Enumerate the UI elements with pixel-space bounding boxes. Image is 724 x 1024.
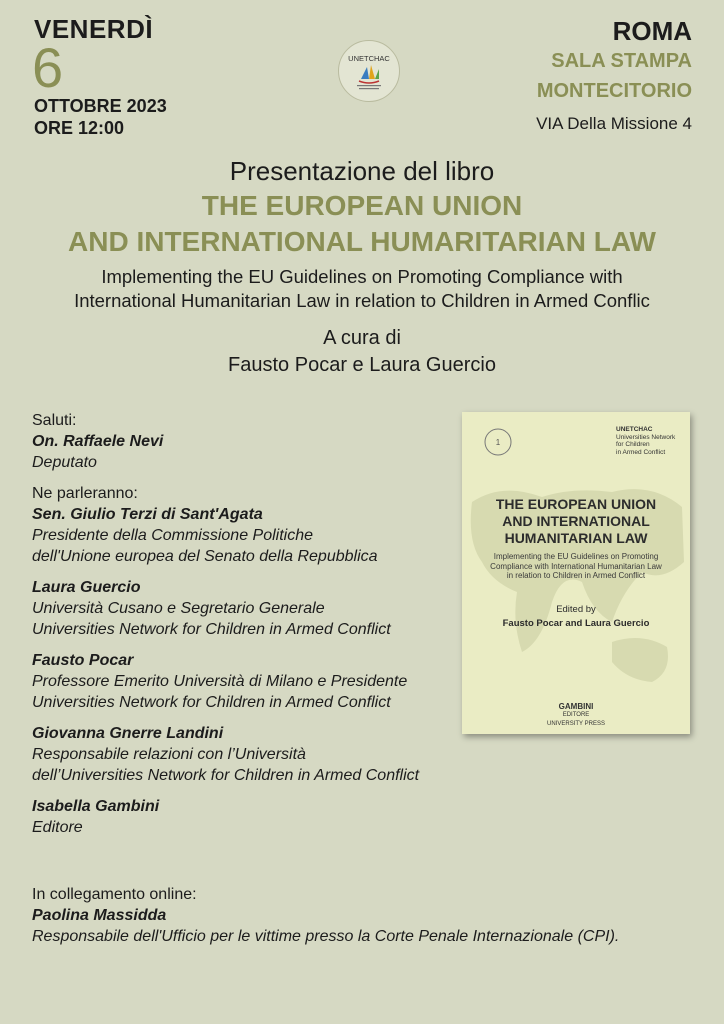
program-list: [32, 410, 462, 838]
book-title-line-1: THE EUROPEAN UNION: [201, 190, 523, 221]
greeting-role: Deputato: [32, 454, 97, 471]
logo-text: UNETCHAC: [348, 54, 390, 63]
online-name: Paolina Massidda: [32, 907, 167, 924]
venue-line-1: SALA STAMPA: [551, 50, 692, 72]
speaker-role: Editore: [32, 819, 83, 836]
greeting-name: On. Raffaele Nevi: [32, 433, 164, 450]
online-role: Responsabile dell'Ufficio per le vittime presso la Corte Penale Internazionale (CPI).: [32, 928, 620, 945]
speaker-role: Universities Network for Children in Armed Conflict: [32, 621, 391, 638]
cover-title: THE EUROPEAN UNION AND INTERNATIONAL HUMANITARIAN LAW: [495, 496, 657, 546]
presentation-intro: Presentazione del libro: [229, 156, 495, 186]
curated-label: A cura di: [323, 327, 401, 349]
unetchac-logo: [338, 40, 400, 102]
speaker-name: Laura Guercio: [32, 579, 141, 596]
day-number: 6: [32, 36, 64, 99]
book-cover: [462, 412, 690, 734]
speakers-label: Ne parleranno:: [32, 485, 138, 502]
speaker-name: Fausto Pocar: [32, 652, 134, 669]
editors: Fausto Pocar e Laura Guercio: [228, 354, 496, 376]
speaker-name: Sen. Giulio Terzi di Sant'Agata: [32, 506, 263, 523]
online-section: [32, 884, 712, 947]
speaker-role: dell'Unione europea del Senato della Repubblica: [32, 548, 378, 565]
speaker-name: Isabella Gambini: [32, 798, 160, 815]
cover-publisher: GAMBINI EDITORE UNIVERSITY PRESS: [547, 702, 605, 727]
month-year: OTTOBRE 2023: [34, 96, 167, 116]
online-label: In collegamento online:: [32, 886, 197, 903]
speaker-name: Giovanna Gnerre Landini: [32, 725, 224, 742]
speaker-role: Responsabile relazioni con l’Università: [32, 746, 306, 763]
greetings-label: Saluti:: [32, 412, 77, 429]
svg-text:1: 1: [495, 438, 501, 447]
cover-subtitle: Implementing the EU Guidelines on Promoting Compliance with International Humanitarian Law in relation to Children in Armed Conflict: [490, 552, 662, 580]
cover-org: UNETCHAC Universities Network for Children in Armed Conflict: [616, 426, 676, 456]
cover-edited-by: Edited by: [556, 604, 596, 615]
venue-address: VIA Della Missione 4: [536, 114, 692, 133]
speaker-role: dell’Universities Network for Children in Armed Conflict: [32, 767, 420, 784]
speaker-role: Universities Network for Children in Armed Conflict: [32, 694, 391, 711]
cover-editors: Fausto Pocar and Laura Guercio: [502, 618, 650, 629]
speaker-role: Università Cusano e Segretario Generale: [32, 600, 325, 617]
book-subtitle-line-2: International Humanitarian Law in relation to Children in Armed Conflic: [74, 290, 650, 311]
city: ROMA: [612, 16, 692, 46]
speaker-role: Presidente della Commissione Politiche: [32, 527, 314, 544]
book-title-line-2: AND INTERNATIONAL HUMARITARIAN LAW: [68, 226, 656, 257]
speaker-role: Professore Emerito Università di Milano e Presidente: [32, 673, 408, 690]
book-subtitle-line-1: Implementing the EU Guidelines on Promoting Compliance with: [101, 266, 623, 287]
event-time: ORE 12:00: [34, 118, 125, 138]
venue-line-2: MONTECITORIO: [536, 80, 692, 102]
weekday: VENERDÌ: [34, 14, 154, 44]
